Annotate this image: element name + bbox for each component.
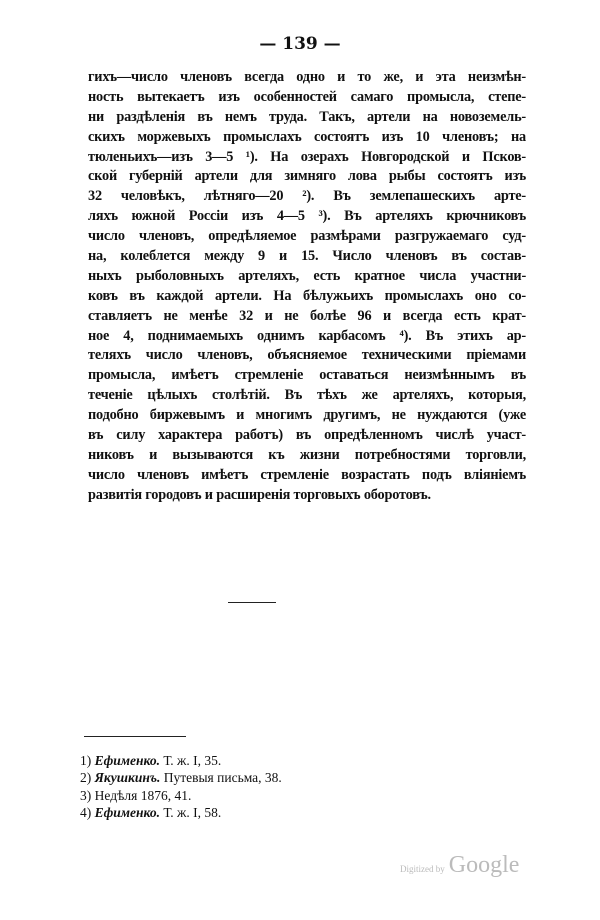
text-line: ляхъ южной Россіи изъ 4—5 ³). Въ артеляхъ крючниковъ	[88, 208, 526, 225]
footnote-number: 1)	[80, 753, 92, 768]
text-line: скихъ моржевыхъ промыслахъ состоятъ изъ 10 членовъ; на	[88, 128, 526, 145]
text-line: на, колеблется между 9 и 15. Число членовъ въ состав-	[88, 248, 526, 265]
text-line: теченіе цѣлыхъ столѣтій. Въ тѣхъ же артеляхъ, которыя,	[88, 387, 526, 404]
watermark-brand: Google	[448, 852, 520, 878]
footnote	[80, 804, 282, 821]
body-text	[88, 68, 526, 506]
text-line: ное 4, поднимаемыхъ однимъ карбасомъ ⁴). Въ этихъ ар-	[88, 327, 526, 344]
text-line: никовъ и вызываются къ жизни потребностями торговли,	[88, 446, 526, 463]
text-line: ковъ въ каждой артели. На бѣлужьихъ промыслахъ оно со-	[88, 287, 526, 304]
footnote-number: 3)	[80, 787, 92, 803]
footnote	[80, 787, 282, 804]
text-line: число членовъ, опредѣляемое размѣрами разгружаемаго суд-	[88, 228, 526, 245]
footnote-author: Якушкинъ.	[94, 770, 161, 786]
footnote-text: Т. ж. I, 35.	[160, 753, 222, 768]
text-line: подобно биржевымъ и многимъ другимъ, не нуждаются (уже	[88, 407, 526, 424]
text-line: тюленьихъ—изъ 3—5 ¹). На озерахъ Новгородской и Псков-	[88, 148, 526, 165]
footnote-author: Ефименко.	[94, 805, 160, 821]
google-watermark	[400, 852, 519, 879]
footnotes	[80, 752, 282, 822]
text-line: промысла, имѣетъ стремленіе оставаться неизмѣннымъ въ	[88, 367, 526, 384]
section-divider	[228, 602, 276, 603]
text-line: ность вытекаетъ изъ особенностей самаго промысла, степе-	[88, 88, 526, 105]
footnote-text: Путевыя письма, 38.	[160, 770, 282, 786]
text-line: ни раздѣленія въ немъ труда. Такъ, артели на новоземель-	[88, 108, 526, 125]
footnote	[80, 769, 282, 786]
text-line: число членовъ имѣетъ стремленіе возрастать подъ вліяніемъ	[88, 466, 526, 483]
footnote-rule	[84, 736, 186, 737]
text-line: ской губерній артели для зимняго лова рыбы состоятъ изъ	[88, 168, 526, 185]
text-line: гихъ—число членовъ всегда одно и то же, и эта неизмѣн-	[88, 69, 526, 85]
page-number: — 139 —	[259, 34, 341, 54]
text-line: ставляетъ не менѣе 32 и не болѣе 96 и всегда есть крат-	[88, 307, 526, 324]
footnote-author: Ефименко.	[94, 753, 160, 768]
footnote	[80, 752, 282, 769]
footnote-text: Недѣля 1876, 41.	[94, 787, 192, 803]
text-line: ныхъ рыболовныхъ артеляхъ, есть кратное числа участни-	[88, 267, 526, 284]
text-line: теляхъ число членовъ, объясняемое техническими пріемами	[88, 347, 526, 364]
text-line: въ силу характера работъ) въ опредѣленномъ числѣ участ-	[88, 427, 526, 444]
footnote-number: 4)	[80, 805, 92, 821]
text-line: 32 человѣкъ, лѣтняго—20 ²). Въ землепашескихъ арте-	[88, 188, 526, 205]
watermark-prefix: Digitized by	[400, 864, 445, 874]
footnote-text: Т. ж. I, 58.	[160, 805, 222, 821]
footnote-number: 2)	[80, 770, 92, 786]
text-line: развитія городовъ и расширенія торговыхъ оборотовъ.	[88, 486, 431, 503]
